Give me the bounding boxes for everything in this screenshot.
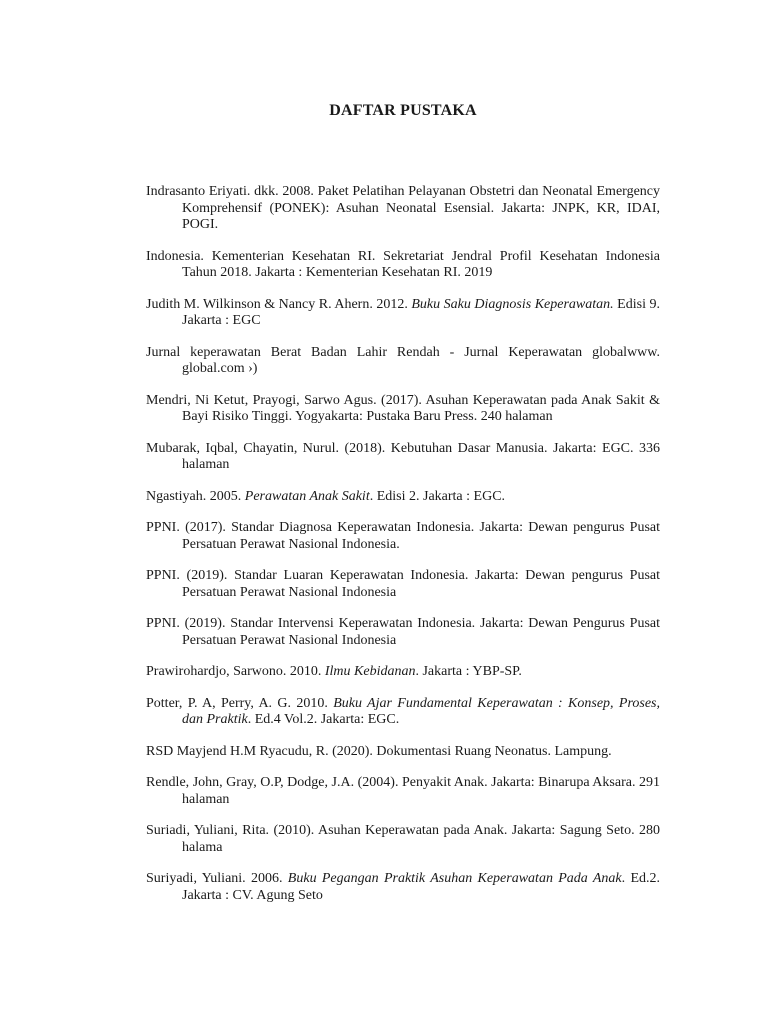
reference-entry bbox=[146, 249, 660, 282]
reference-title-italic: Buku Pegangan Praktik Asuhan Keperawatan Pada Anak bbox=[287, 871, 622, 886]
reference-text: PPNI. (2019). Standar Luaran Keperawatan Indonesia. Jakarta: Dewan pengurus Pusat Persatuan Perawat Nasional Indonesia bbox=[146, 568, 660, 600]
reference-text-tail: . Ed.2. Jakarta : CV. Agung Seto bbox=[182, 871, 660, 903]
reference-text: Prawirohardjo, Sarwono. 2010. bbox=[146, 664, 325, 679]
reference-entry bbox=[146, 696, 660, 729]
reference-text-tail: . Jakarta : YBP-SP. bbox=[415, 664, 522, 679]
reference-entry bbox=[146, 184, 660, 234]
reference-text: RSD Mayjend H.M Ryacudu, R. (2020). Dokumentasi Ruang Neonatus. Lampung. bbox=[146, 743, 612, 759]
reference-entry bbox=[146, 345, 660, 378]
reference-text: PPNI. (2017). Standar Diagnosa Keperawatan Indonesia. Jakarta: Dewan pengurus Pusat Persatuan Perawat Nasional Indonesia. bbox=[146, 520, 660, 552]
reference-entry bbox=[146, 616, 660, 649]
reference-text: Judith M. Wilkinson & Nancy R. Ahern. 2012. bbox=[146, 296, 412, 312]
reference-text: Mubarak, Iqbal, Chayatin, Nurul. (2018). Kebutuhan Dasar Manusia. Jakarta: EGC. 336 halaman bbox=[146, 440, 660, 472]
reference-entry bbox=[146, 664, 660, 681]
reference-entry bbox=[146, 775, 660, 808]
reference-title-italic: Ilmu Kebidanan bbox=[324, 664, 416, 679]
reference-text: Jurnal keperawatan Berat Badan Lahir Rendah - Jurnal Keperawatan globalwww. global.com ›) bbox=[146, 344, 660, 376]
reference-text-tail: Edisi 9. Jakarta : EGC bbox=[182, 296, 660, 328]
reference-list bbox=[146, 184, 660, 904]
reference-entry bbox=[146, 520, 660, 553]
reference-title-italic: Buku Ajar Fundamental Keperawatan : Konsep, Proses, dan Praktik bbox=[182, 695, 660, 727]
reference-entry bbox=[146, 823, 660, 856]
reference-entry bbox=[146, 744, 660, 761]
page-title: DAFTAR PUSTAKA bbox=[329, 102, 477, 119]
reference-entry bbox=[146, 568, 660, 601]
reference-text-tail: . Edisi 2. Jakarta : EGC. bbox=[369, 488, 506, 504]
reference-text: Mendri, Ni Ketut, Prayogi, Sarwo Agus. (2017). Asuhan Keperawatan pada Anak Sakit & Bayi Risiko Tinggi. Yogyakarta: Pustaka Baru Press. 240 halaman bbox=[146, 392, 660, 424]
reference-text: Rendle, John, Gray, O.P, Dodge, J.A. (2004). Penyakit Anak. Jakarta: Binarupa Aksara. 291 halaman bbox=[146, 775, 660, 807]
reference-text-tail: . Ed.4 Vol.2. Jakarta: EGC. bbox=[247, 712, 400, 727]
reference-title-italic: Buku Saku Diagnosis Keperawatan. bbox=[411, 296, 614, 312]
reference-text: Potter, P. A, Perry, A. G. 2010. bbox=[146, 695, 334, 711]
reference-entry bbox=[146, 297, 660, 330]
reference-text: Ngastiyah. 2005. bbox=[146, 488, 245, 504]
reference-text: Indonesia. Kementerian Kesehatan RI. Sekretariat Jendral Profil Kesehatan Indonesia Tahun 2018. Jakarta : Kementerian Kesehatan RI. 2019 bbox=[146, 248, 660, 280]
reference-text: Indrasanto Eriyati. dkk. 2008. Paket Pelatihan Pelayanan Obstetri dan Neonatal Emergency Komprehensif (PONEK): Asuhan Neonatal Esensial. Jakarta: JNPK, KR, IDAI, POGI. bbox=[146, 184, 660, 232]
reference-entry bbox=[146, 489, 660, 506]
reference-entry bbox=[146, 871, 660, 904]
document-page bbox=[146, 100, 660, 919]
reference-text: PPNI. (2019). Standar Intervensi Keperawatan Indonesia. Jakarta: Dewan Pengurus Pusat Persatuan Perawat Nasional Indonesia bbox=[146, 616, 660, 648]
reference-text: Suriyadi, Yuliani. 2006. bbox=[146, 871, 288, 886]
reference-entry bbox=[146, 441, 660, 474]
reference-entry bbox=[146, 393, 660, 426]
reference-text: Suriadi, Yuliani, Rita. (2010). Asuhan Keperawatan pada Anak. Jakarta: Sagung Seto. 280 halama bbox=[146, 823, 660, 855]
reference-title-italic: Perawatan Anak Sakit bbox=[244, 488, 370, 504]
